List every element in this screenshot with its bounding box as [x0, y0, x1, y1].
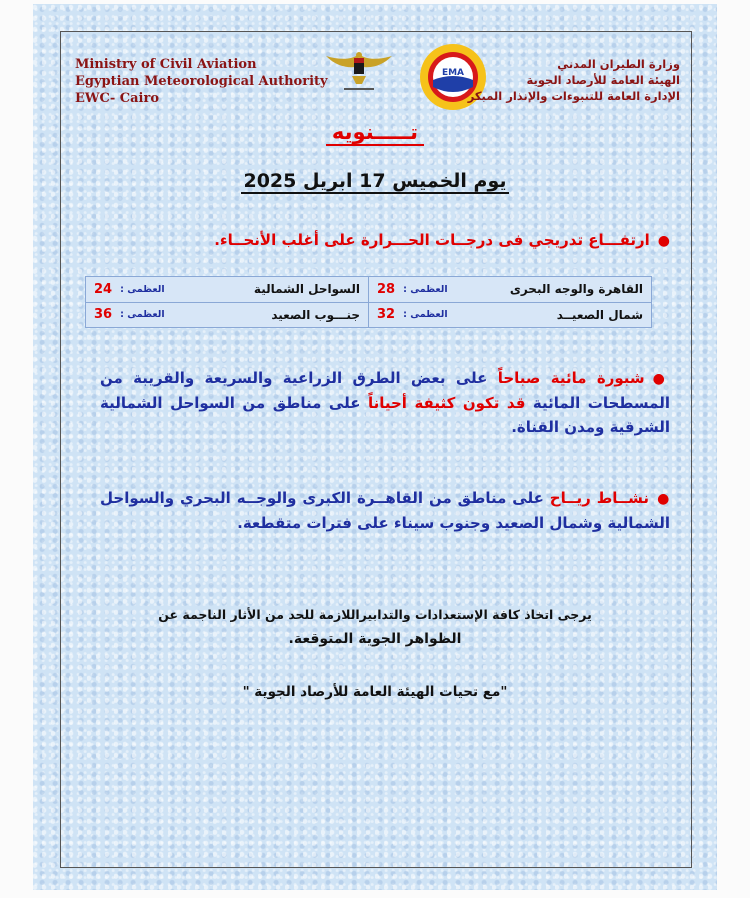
- max-label: العظمى :: [403, 309, 448, 321]
- wind-text-blue: على مناطق من القاهــرة الكبرى والوجــه البحري والسواحل الشمالية وشمال الصعيد وجنوب سيناء على فترات متقطعة.: [100, 489, 670, 532]
- wind-text-red: نشــاط ريــاح: [549, 489, 650, 507]
- table-cell: [369, 277, 652, 303]
- table-row: [86, 302, 652, 328]
- temperature-text: ارتفـــاع تدريجي فى درجــات الحـــرارة على أغلب الأنحــاء.: [214, 231, 650, 249]
- region-name: شمال الصعيــد: [556, 307, 643, 322]
- authority-name: Egyptian Meteorological Authority: [75, 74, 328, 89]
- max-temp-value: 32: [377, 307, 396, 323]
- max-temp-value: 24: [94, 281, 113, 297]
- region-name: القاهرة والوجه البحرى: [509, 282, 643, 297]
- fog-bullet: [100, 366, 670, 439]
- table-cell: [86, 277, 369, 303]
- ema-logo-text: EMA: [441, 68, 465, 78]
- advisory-line-1: يرجى اتخاذ كافة الإستعدادات والتدابيراللازمة للحد من الأثار الناجمة عن: [158, 607, 592, 622]
- region-name: جنـــوب الصعيد: [271, 307, 360, 322]
- fog-text-red: شبورة مائية صباحاً: [497, 369, 645, 387]
- max-temp-value: 28: [377, 281, 396, 297]
- department-name-ar: الإدارة العامة للتنبوءات والإنذار المبكر: [467, 89, 680, 103]
- max-label: العظمى :: [120, 283, 165, 295]
- temperature-table: [85, 276, 652, 328]
- max-temp-value: 36: [94, 307, 113, 323]
- civil-aviation-eagle-logo: [322, 46, 396, 96]
- authority-name-ar: الهيئة العامة للأرصاد الجوية: [526, 73, 680, 87]
- region-name: السواحل الشمالية: [253, 282, 360, 297]
- bulletin-date: يوم الخميس 17 ابريل 2025: [243, 170, 507, 192]
- table-cell: [86, 302, 369, 328]
- bullet-icon: ●: [657, 491, 670, 507]
- bullet-icon: ●: [652, 371, 670, 387]
- max-label: العظمى :: [403, 283, 448, 295]
- table-row: [86, 277, 652, 303]
- advisory-note: [0, 603, 750, 651]
- wind-bullet: [100, 486, 670, 535]
- fog-areas-text: على مناطق من السواحل الشمالية الشرقية ومدن القناة.: [100, 394, 670, 436]
- closing-greeting: "مع تحيات الهيئة العامة للأرصاد الجوية ": [242, 684, 508, 700]
- arabic-header: [468, 56, 680, 104]
- page-border: [60, 31, 692, 868]
- table-cell: [369, 302, 652, 328]
- english-header: [75, 56, 328, 107]
- bullet-icon: ●: [657, 233, 670, 249]
- fog-text-blue: على بعض الطرق الزراعية والسريعة والقريبة من المسطحات المائية: [100, 369, 670, 412]
- ministry-name: Ministry of Civil Aviation: [75, 57, 257, 72]
- ministry-name-ar: وزارة الطيران المدني: [557, 57, 680, 71]
- advisory-line-2: الظواهر الجوية المتوقعة.: [288, 631, 462, 647]
- center-name: EWC- Cairo: [75, 91, 160, 106]
- fog-density-text: قد تكون كثيفة أحياناً: [367, 394, 526, 412]
- page-title: تـــــنويه: [0, 120, 750, 144]
- temperature-bullet: [110, 228, 670, 253]
- max-label: العظمى :: [120, 309, 165, 321]
